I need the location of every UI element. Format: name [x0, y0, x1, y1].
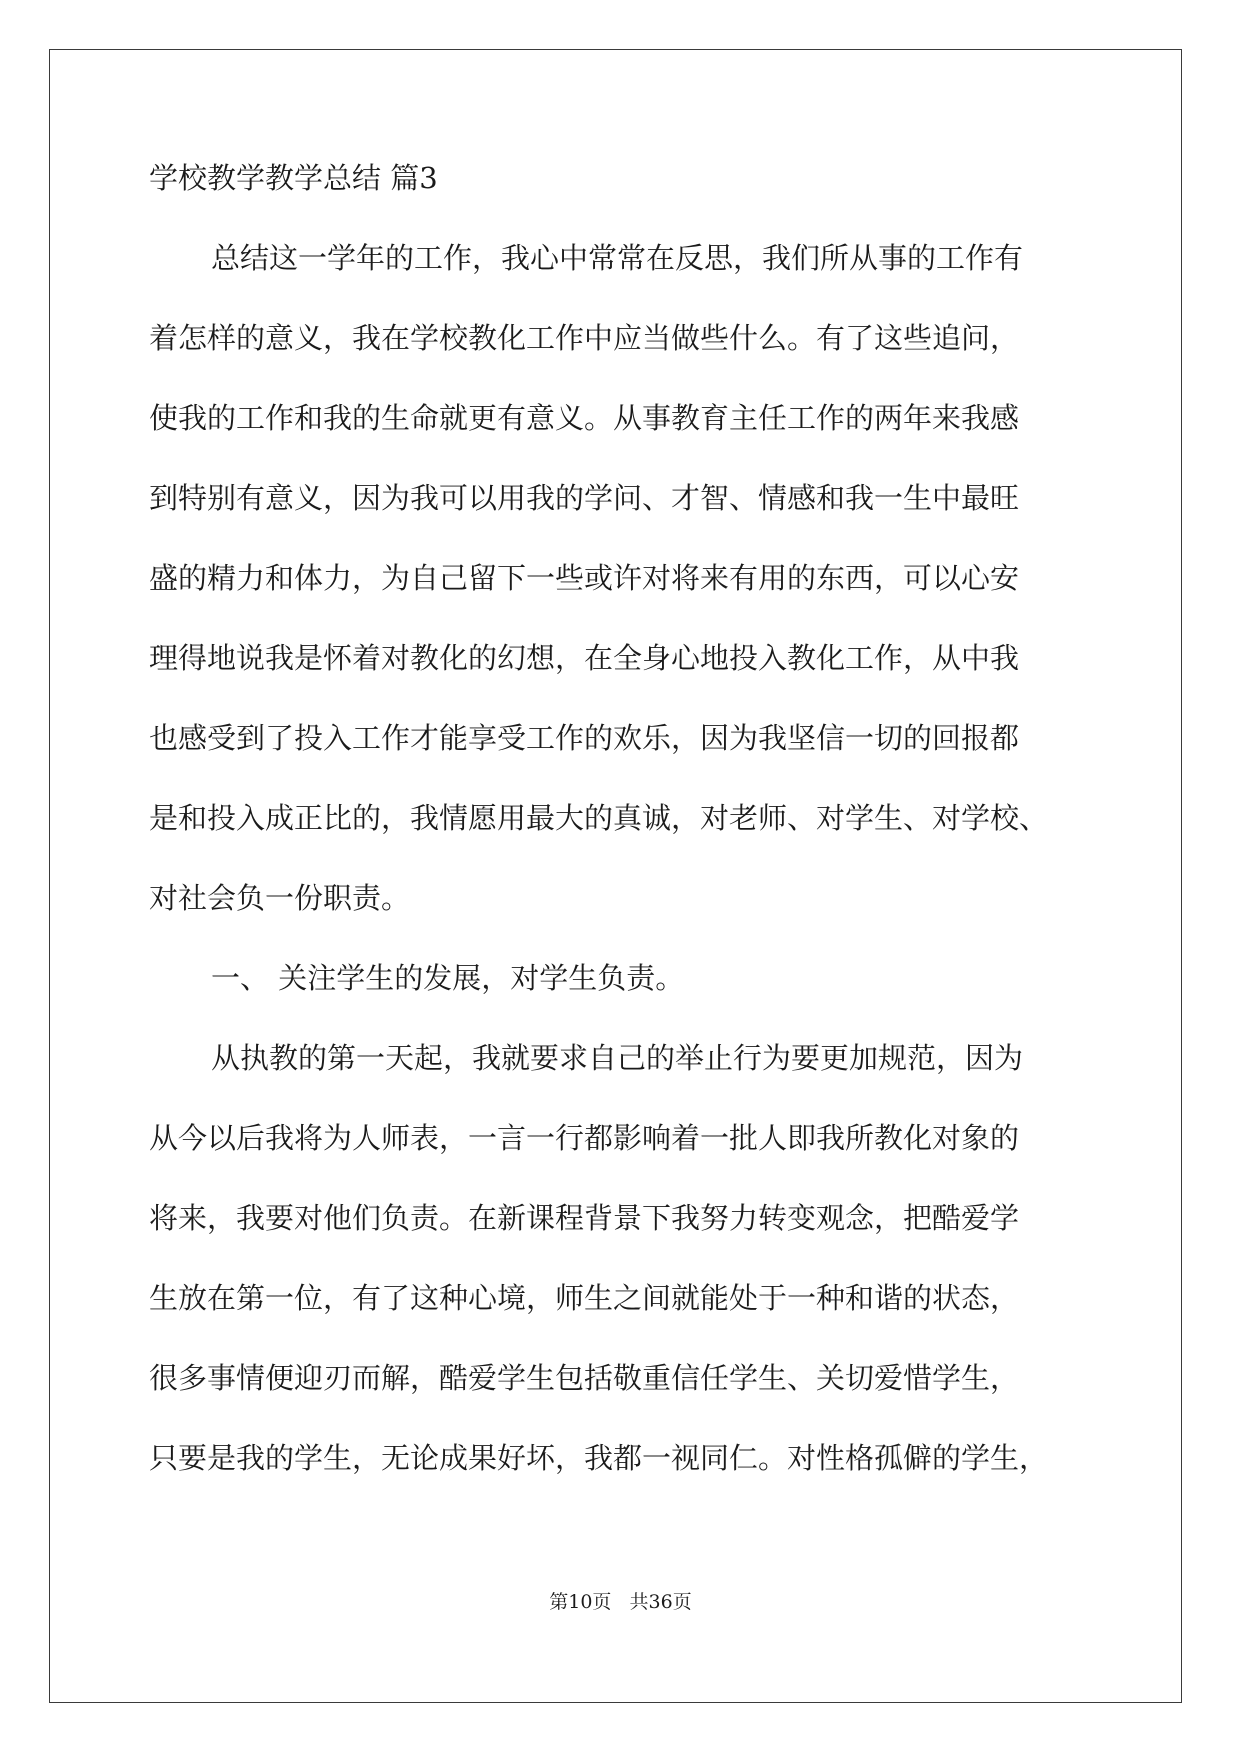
- paragraph-line: 着怎样的意义，我在学校教化工作中应当做些什么。有了这些追问，: [149, 321, 1020, 355]
- paragraph-line: 从今以后我将为人师表，一言一行都影响着一批人即我所教化对象的: [149, 1121, 1020, 1155]
- paragraph-line: 到特别有意义，因为我可以用我的学问、才智、情感和我一生中最旺: [149, 481, 1020, 515]
- paragraph-line: 理得地说我是怀着对教化的幻想，在全身心地投入教化工作，从中我: [149, 641, 1020, 675]
- paragraph-line: 使我的工作和我的生命就更有意义。从事教育主任工作的两年来我感: [149, 401, 1020, 435]
- paragraph-line: 只要是我的学生，无论成果好坏，我都一视同仁。对性格孤僻的学生，: [149, 1441, 1049, 1475]
- paragraph-line: 盛的精力和体力，为自己留下一些或许对将来有用的东西，可以心安: [149, 561, 1020, 595]
- document-title: 学校教学教学总结 篇3: [149, 161, 438, 195]
- page-number-footer: 第10页 共36页: [549, 1591, 692, 1613]
- paragraph-line: 从执教的第一天起，我就要求自己的举止行为要更加规范，因为: [211, 1041, 1024, 1075]
- paragraph-line: 很多事情便迎刃而解，酷爱学生包括敬重信任学生、关切爱惜学生，: [149, 1361, 1020, 1395]
- document-body: [149, 158, 1099, 1518]
- paragraph-line: 也感受到了投入工作才能享受工作的欢乐，因为我坚信一切的回报都: [149, 721, 1020, 755]
- paragraph-line: 生放在第一位，有了这种心境，师生之间就能处于一种和谐的状态，: [149, 1281, 1020, 1315]
- paragraph-line: 对社会负一份职责。: [149, 881, 411, 915]
- section-heading: 一、 关注学生的发展，对学生负责。: [211, 961, 685, 995]
- paragraph-line: 将来，我要对他们负责。在新课程背景下我努力转变观念，把酷爱学: [149, 1201, 1020, 1235]
- paragraph-line: 总结这一学年的工作，我心中常常在反思，我们所从事的工作有: [211, 241, 1024, 275]
- paragraph-line: 是和投入成正比的，我情愿用最大的真诚，对老师、对学生、对学校、: [149, 801, 1049, 835]
